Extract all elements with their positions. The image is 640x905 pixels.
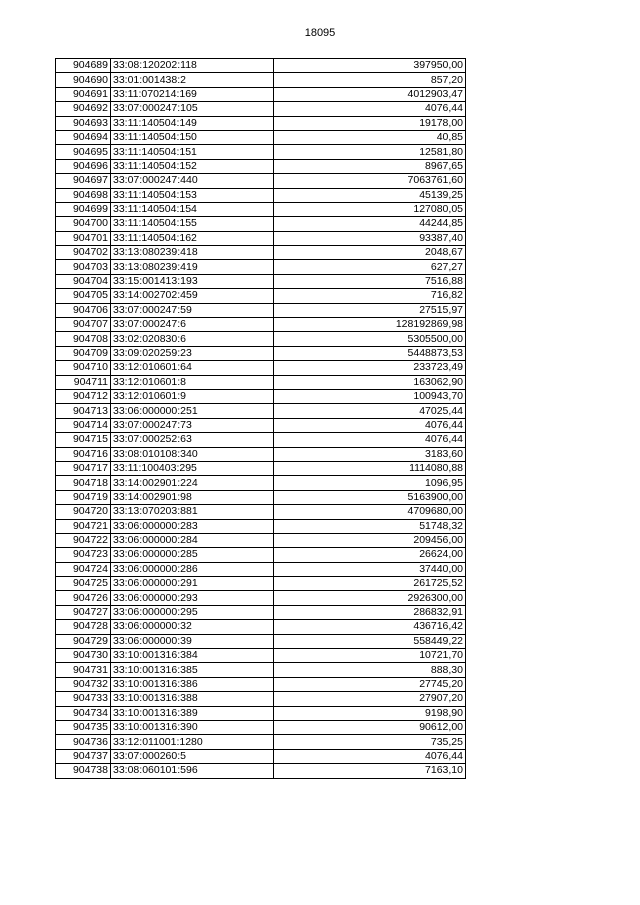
row-id-cell: 904734 — [56, 706, 111, 720]
table-row — [56, 260, 466, 274]
table-row — [56, 749, 466, 763]
row-id-cell: 904693 — [56, 116, 111, 130]
cadastral-number-cell: 33:07:000247:105 — [111, 102, 274, 116]
value-cell: 261725,52 — [274, 577, 466, 591]
cadastral-number-cell: 33:11:140504:152 — [111, 159, 274, 173]
row-id-cell: 904697 — [56, 174, 111, 188]
table-row — [56, 562, 466, 576]
table-row — [56, 548, 466, 562]
row-id-cell: 904736 — [56, 735, 111, 749]
row-id-cell: 904692 — [56, 102, 111, 116]
row-id-cell: 904696 — [56, 159, 111, 173]
cadastral-number-cell: 33:14:002702:459 — [111, 289, 274, 303]
cadastral-number-cell: 33:13:080239:419 — [111, 260, 274, 274]
value-cell: 37440,00 — [274, 562, 466, 576]
value-cell: 716,82 — [274, 289, 466, 303]
cadastral-number-cell: 33:11:140504:150 — [111, 130, 274, 144]
row-id-cell: 904733 — [56, 692, 111, 706]
table-row — [56, 620, 466, 634]
table-row — [56, 246, 466, 260]
cadastral-number-cell: 33:11:140504:155 — [111, 217, 274, 231]
row-id-cell: 904691 — [56, 87, 111, 101]
cadastral-number-cell: 33:06:000000:284 — [111, 533, 274, 547]
cadastral-number-cell: 33:10:001316:389 — [111, 706, 274, 720]
row-id-cell: 904715 — [56, 433, 111, 447]
value-cell: 1114080,88 — [274, 461, 466, 475]
value-cell: 47025,44 — [274, 404, 466, 418]
cadastral-number-cell: 33:11:140504:153 — [111, 188, 274, 202]
value-cell: 19178,00 — [274, 116, 466, 130]
table-row — [56, 404, 466, 418]
row-id-cell: 904707 — [56, 318, 111, 332]
cadastral-number-cell: 33:10:001316:385 — [111, 663, 274, 677]
row-id-cell: 904730 — [56, 649, 111, 663]
value-cell: 286832,91 — [274, 605, 466, 619]
row-id-cell: 904705 — [56, 289, 111, 303]
table-row — [56, 346, 466, 360]
table-row — [56, 274, 466, 288]
row-id-cell: 904700 — [56, 217, 111, 231]
table-row — [56, 159, 466, 173]
value-cell: 5448873,53 — [274, 346, 466, 360]
table-row — [56, 692, 466, 706]
row-id-cell: 904695 — [56, 145, 111, 159]
row-id-cell: 904708 — [56, 332, 111, 346]
table-row — [56, 649, 466, 663]
value-cell: 40,85 — [274, 130, 466, 144]
table-row — [56, 332, 466, 346]
table-row — [56, 735, 466, 749]
value-cell: 7063761,60 — [274, 174, 466, 188]
cadastral-number-cell: 33:11:100403:295 — [111, 461, 274, 475]
row-id-cell: 904709 — [56, 346, 111, 360]
row-id-cell: 904702 — [56, 246, 111, 260]
page-number: 18095 — [304, 27, 336, 39]
row-id-cell: 904726 — [56, 591, 111, 605]
value-cell: 4076,44 — [274, 433, 466, 447]
cadastral-number-cell: 33:06:000000:291 — [111, 577, 274, 591]
row-id-cell: 904704 — [56, 274, 111, 288]
value-cell: 10721,70 — [274, 649, 466, 663]
value-cell: 27515,97 — [274, 303, 466, 317]
value-cell: 7516,88 — [274, 274, 466, 288]
row-id-cell: 904698 — [56, 188, 111, 202]
value-cell: 436716,42 — [274, 620, 466, 634]
value-cell: 1096,95 — [274, 476, 466, 490]
value-cell: 209456,00 — [274, 533, 466, 547]
table-row — [56, 663, 466, 677]
value-cell: 397950,00 — [274, 59, 466, 73]
cadastral-number-cell: 33:14:002901:98 — [111, 490, 274, 504]
table-row — [56, 303, 466, 317]
cadastral-number-cell: 33:02:020830:6 — [111, 332, 274, 346]
value-cell: 26624,00 — [274, 548, 466, 562]
cadastral-number-cell: 33:12:011001:1280 — [111, 735, 274, 749]
row-id-cell: 904690 — [56, 73, 111, 87]
cadastral-number-cell: 33:11:140504:154 — [111, 202, 274, 216]
value-cell: 857,20 — [274, 73, 466, 87]
value-cell: 4076,44 — [274, 418, 466, 432]
row-id-cell: 904711 — [56, 375, 111, 389]
cadastral-number-cell: 33:12:010601:8 — [111, 375, 274, 389]
cadastral-number-cell: 33:09:020259:23 — [111, 346, 274, 360]
cadastral-number-cell: 33:10:001316:390 — [111, 720, 274, 734]
row-id-cell: 904738 — [56, 764, 111, 778]
table-row — [56, 764, 466, 778]
table-row — [56, 73, 466, 87]
cadastral-number-cell: 33:06:000000:251 — [111, 404, 274, 418]
table-row — [56, 375, 466, 389]
table-row — [56, 634, 466, 648]
row-id-cell: 904699 — [56, 202, 111, 216]
row-id-cell: 904716 — [56, 447, 111, 461]
row-id-cell: 904706 — [56, 303, 111, 317]
value-cell: 8967,65 — [274, 159, 466, 173]
row-id-cell: 904717 — [56, 461, 111, 475]
value-cell: 93387,40 — [274, 231, 466, 245]
table-row — [56, 591, 466, 605]
row-id-cell: 904714 — [56, 418, 111, 432]
value-cell: 5305500,00 — [274, 332, 466, 346]
cadastral-number-cell: 33:06:000000:293 — [111, 591, 274, 605]
row-id-cell: 904722 — [56, 533, 111, 547]
value-cell: 7163,10 — [274, 764, 466, 778]
table-row — [56, 87, 466, 101]
table-row — [56, 605, 466, 619]
cadastral-number-cell: 33:11:070214:169 — [111, 87, 274, 101]
table-row — [56, 433, 466, 447]
value-cell: 5163900,00 — [274, 490, 466, 504]
value-cell: 44244,85 — [274, 217, 466, 231]
table-row — [56, 447, 466, 461]
row-id-cell: 904725 — [56, 577, 111, 591]
value-cell: 27907,20 — [274, 692, 466, 706]
cadastral-value-table — [55, 58, 466, 779]
cadastral-number-cell: 33:06:000000:283 — [111, 519, 274, 533]
row-id-cell: 904710 — [56, 361, 111, 375]
value-cell: 2048,67 — [274, 246, 466, 260]
value-cell: 163062,90 — [274, 375, 466, 389]
row-id-cell: 904731 — [56, 663, 111, 677]
row-id-cell: 904724 — [56, 562, 111, 576]
value-cell: 888,30 — [274, 663, 466, 677]
value-cell: 9198,90 — [274, 706, 466, 720]
cadastral-number-cell: 33:11:140504:162 — [111, 231, 274, 245]
table-row — [56, 505, 466, 519]
table-row — [56, 389, 466, 403]
table-row — [56, 418, 466, 432]
cadastral-number-cell: 33:13:070203:881 — [111, 505, 274, 519]
cadastral-number-cell: 33:12:010601:9 — [111, 389, 274, 403]
cadastral-number-cell: 33:07:000247:73 — [111, 418, 274, 432]
row-id-cell: 904720 — [56, 505, 111, 519]
value-cell: 627,27 — [274, 260, 466, 274]
table-row — [56, 720, 466, 734]
table-row — [56, 476, 466, 490]
row-id-cell: 904689 — [56, 59, 111, 73]
table-row — [56, 519, 466, 533]
cadastral-number-cell: 33:06:000000:39 — [111, 634, 274, 648]
value-cell: 558449,22 — [274, 634, 466, 648]
table-row — [56, 461, 466, 475]
cadastral-number-cell: 33:11:140504:151 — [111, 145, 274, 159]
table-row — [56, 116, 466, 130]
cadastral-number-cell: 33:01:001438:2 — [111, 73, 274, 87]
cadastral-number-cell: 33:10:001316:386 — [111, 677, 274, 691]
cadastral-number-cell: 33:12:010601:64 — [111, 361, 274, 375]
table-row — [56, 102, 466, 116]
value-cell: 4076,44 — [274, 749, 466, 763]
row-id-cell: 904703 — [56, 260, 111, 274]
cadastral-number-cell: 33:07:000247:440 — [111, 174, 274, 188]
table-row — [56, 217, 466, 231]
cadastral-number-cell: 33:06:000000:285 — [111, 548, 274, 562]
value-cell: 128192869,98 — [274, 318, 466, 332]
row-id-cell: 904718 — [56, 476, 111, 490]
table-row — [56, 289, 466, 303]
cadastral-number-cell: 33:07:000247:6 — [111, 318, 274, 332]
cadastral-number-cell: 33:07:000260:5 — [111, 749, 274, 763]
row-id-cell: 904737 — [56, 749, 111, 763]
row-id-cell: 904701 — [56, 231, 111, 245]
row-id-cell: 904721 — [56, 519, 111, 533]
cadastral-number-cell: 33:06:000000:286 — [111, 562, 274, 576]
row-id-cell: 904729 — [56, 634, 111, 648]
value-cell: 4709680,00 — [274, 505, 466, 519]
table-row — [56, 231, 466, 245]
value-cell: 12581,80 — [274, 145, 466, 159]
row-id-cell: 904713 — [56, 404, 111, 418]
cadastral-number-cell: 33:14:002901:224 — [111, 476, 274, 490]
table-row — [56, 706, 466, 720]
value-cell: 4012903,47 — [274, 87, 466, 101]
cadastral-number-cell: 33:13:080239:418 — [111, 246, 274, 260]
table-row — [56, 577, 466, 591]
cadastral-number-cell: 33:06:000000:295 — [111, 605, 274, 619]
table-row — [56, 533, 466, 547]
cadastral-number-cell: 33:06:000000:32 — [111, 620, 274, 634]
value-cell: 127080,05 — [274, 202, 466, 216]
table-row — [56, 174, 466, 188]
table-row — [56, 145, 466, 159]
value-cell: 4076,44 — [274, 102, 466, 116]
row-id-cell: 904719 — [56, 490, 111, 504]
table-row — [56, 677, 466, 691]
cadastral-number-cell: 33:07:000252:63 — [111, 433, 274, 447]
row-id-cell: 904712 — [56, 389, 111, 403]
cadastral-number-cell: 33:15:001413:193 — [111, 274, 274, 288]
table-row — [56, 59, 466, 73]
row-id-cell: 904723 — [56, 548, 111, 562]
value-cell: 51748,32 — [274, 519, 466, 533]
cadastral-number-cell: 33:10:001316:384 — [111, 649, 274, 663]
table-body — [56, 59, 466, 779]
table-row — [56, 318, 466, 332]
table-row — [56, 202, 466, 216]
table-row — [56, 490, 466, 504]
value-cell: 27745,20 — [274, 677, 466, 691]
table-row — [56, 130, 466, 144]
cadastral-number-cell: 33:11:140504:149 — [111, 116, 274, 130]
cadastral-number-cell: 33:07:000247:59 — [111, 303, 274, 317]
cadastral-number-cell: 33:08:060101:596 — [111, 764, 274, 778]
row-id-cell: 904732 — [56, 677, 111, 691]
table-row — [56, 361, 466, 375]
row-id-cell: 904727 — [56, 605, 111, 619]
value-cell: 100943,70 — [274, 389, 466, 403]
value-cell: 45139,25 — [274, 188, 466, 202]
cadastral-number-cell: 33:10:001316:388 — [111, 692, 274, 706]
value-cell: 90612,00 — [274, 720, 466, 734]
row-id-cell: 904735 — [56, 720, 111, 734]
value-cell: 233723,49 — [274, 361, 466, 375]
cadastral-number-cell: 33:08:010108:340 — [111, 447, 274, 461]
row-id-cell: 904694 — [56, 130, 111, 144]
row-id-cell: 904728 — [56, 620, 111, 634]
value-cell: 2926300,00 — [274, 591, 466, 605]
value-cell: 3183,60 — [274, 447, 466, 461]
table-row — [56, 188, 466, 202]
value-cell: 735,25 — [274, 735, 466, 749]
cadastral-number-cell: 33:08:120202:118 — [111, 59, 274, 73]
